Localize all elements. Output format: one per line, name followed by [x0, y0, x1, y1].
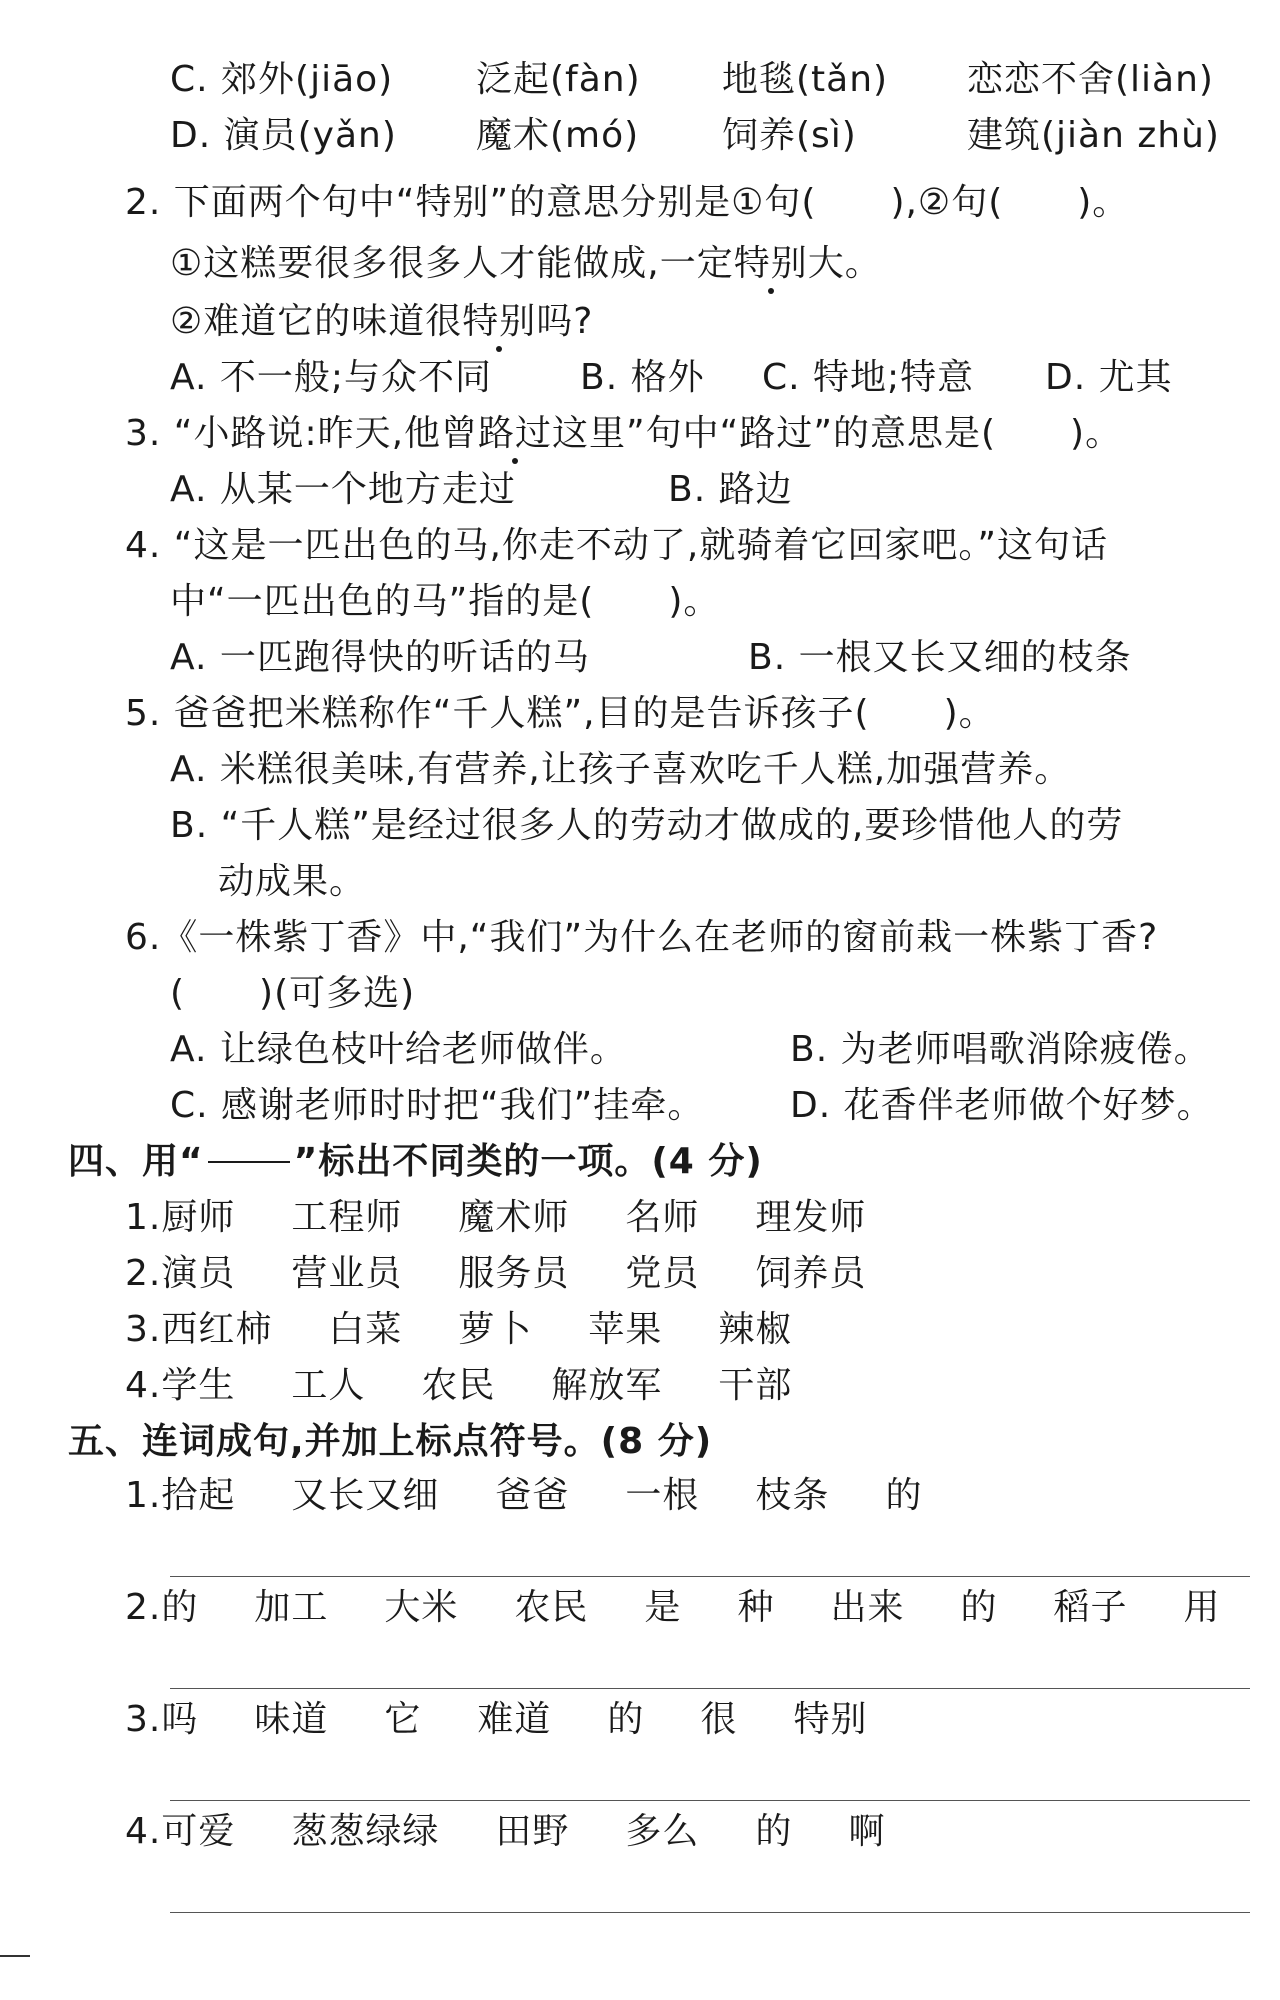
word: 可爱	[161, 1811, 236, 1852]
word: 它	[384, 1699, 422, 1740]
word: 出来	[830, 1587, 905, 1628]
word: 是	[644, 1587, 682, 1628]
answer-line-4[interactable]	[170, 1912, 1250, 1913]
q5-option-b-line-2: 动成果。	[218, 861, 367, 902]
answer-line-3[interactable]	[170, 1800, 1250, 1801]
q4-stem-line-1: 4. “这是一匹出色的马,你走不动了,就骑着它回家吧。”这句话	[125, 525, 1108, 566]
item-number: 1.	[125, 1197, 162, 1238]
q3-stem-em: 路过	[478, 413, 553, 454]
word: 拾起	[161, 1475, 236, 1516]
section-4-heading-pre: 四、用“	[68, 1141, 204, 1182]
q2-option-c: C. 特地;特意	[762, 357, 975, 398]
section-5-heading: 五、连词成句,并加上标点符号。(8 分)	[68, 1421, 713, 1462]
word: 演员	[161, 1253, 236, 1294]
word: 用	[1183, 1587, 1221, 1628]
q2-option-a: A. 不一般;与众不同	[170, 357, 493, 398]
section-4-item-4	[125, 1364, 792, 1408]
word: 一根	[625, 1475, 700, 1516]
q2-s1-em: 特别	[733, 243, 808, 284]
word: 白菜	[328, 1309, 403, 1350]
q2-option-d: D. 尤其	[1045, 357, 1173, 398]
section-5-item-3	[125, 1698, 867, 1742]
q1-option-c-word-3: 地毯(tǎn)	[722, 59, 889, 100]
q2-sentence-1	[170, 242, 882, 286]
q5-option-b-line-1: B. “千人糕”是经过很多人的劳动才做成的,要珍惜他人的劳	[170, 805, 1124, 846]
word: 干部	[718, 1365, 793, 1406]
q2-s1-pre: ①这糕要很多很多人才能做成,一定	[170, 243, 734, 284]
item-number: 2.	[125, 1253, 162, 1294]
word: 大米	[384, 1587, 459, 1628]
word: 又长又细	[291, 1475, 440, 1516]
word: 种	[737, 1587, 775, 1628]
section-4-item-2	[125, 1252, 866, 1296]
answer-line-1[interactable]	[170, 1576, 1250, 1577]
word: 理发师	[755, 1197, 867, 1238]
word: 营业员	[291, 1253, 403, 1294]
word: 辣椒	[718, 1309, 793, 1350]
q3-stem-post: 这里”句中“路过”的意思是( )。	[552, 413, 1123, 454]
q5-stem: 5. 爸爸把米糕称作“千人糕”,目的是告诉孩子( )。	[125, 693, 996, 734]
q1-option-c-word-4: 恋恋不舍(liàn)	[967, 59, 1214, 100]
section-4-item-1	[125, 1196, 866, 1240]
q2-s2-em: 特别	[462, 301, 537, 342]
q3-option-b: B. 路边	[668, 469, 793, 510]
answer-line-2[interactable]	[170, 1688, 1250, 1689]
word: 解放军	[551, 1365, 663, 1406]
q1-option-d-word-4: 建筑(jiàn zhù)	[967, 115, 1220, 156]
q3-stem-pre: 3. “小路说:昨天,他曾	[125, 413, 479, 454]
word: 工人	[291, 1365, 366, 1406]
q6-option-a: A. 让绿色枝叶给老师做伴。	[170, 1029, 627, 1070]
word: 饲养员	[755, 1253, 867, 1294]
q2-s1-post: 大。	[807, 243, 882, 284]
word: 味道	[254, 1699, 329, 1740]
word: 党员	[625, 1253, 700, 1294]
q2-stem-pre: 2. 下面两个句中“	[125, 182, 416, 223]
q3-option-a: A. 从某一个地方走过	[170, 469, 516, 510]
section-4-heading	[68, 1140, 763, 1184]
word: 爸爸	[495, 1475, 570, 1516]
word: 的	[755, 1811, 793, 1852]
q4-option-b: B. 一根又长又细的枝条	[748, 637, 1132, 678]
word: 的	[960, 1587, 998, 1628]
q2-stem	[125, 181, 1129, 225]
q4-stem-line-2: 中“一匹出色的马”指的是( )。	[170, 581, 721, 622]
q6-stem: 6.《一株紫丁香》中,“我们”为什么在老师的窗前栽一株紫丁香?	[125, 917, 1159, 958]
q6-option-d: D. 花香伴老师做个好梦。	[790, 1085, 1214, 1126]
section-5-item-2	[125, 1586, 1221, 1630]
word: 田野	[495, 1811, 570, 1852]
word: 吗	[161, 1699, 199, 1740]
word: 稻子	[1053, 1587, 1128, 1628]
section-5-item-4	[125, 1810, 885, 1854]
q6-option-b: B. 为老师唱歌消除疲倦。	[790, 1029, 1211, 1070]
q4-option-a: A. 一匹跑得快的听话的马	[170, 637, 590, 678]
word: 厨师	[161, 1197, 236, 1238]
q1-option-c-word-1: C. 郊外(jiāo)	[170, 59, 394, 100]
q2-stem-post: ”的意思分别是①句( ),②句( )。	[489, 182, 1130, 223]
word: 工程师	[291, 1197, 403, 1238]
q1-option-c-word-2: 泛起(fàn)	[476, 59, 641, 100]
word: 农民	[421, 1365, 496, 1406]
word: 名师	[625, 1197, 700, 1238]
section-5-item-1	[125, 1474, 922, 1518]
item-number: 2.	[125, 1587, 162, 1628]
word: 葱葱绿绿	[291, 1811, 440, 1852]
word: 的	[607, 1699, 645, 1740]
item-number: 4.	[125, 1365, 162, 1406]
word: 萝卜	[458, 1309, 533, 1350]
word: 农民	[514, 1587, 589, 1628]
word: 难道	[477, 1699, 552, 1740]
q5-option-a: A. 米糕很美味,有营养,让孩子喜欢吃千人糕,加强营养。	[170, 749, 1072, 790]
q1-option-d-word-2: 魔术(mó)	[476, 115, 640, 156]
q2-s2-post: 吗?	[536, 301, 594, 342]
word: 学生	[161, 1365, 236, 1406]
q6-option-c: C. 感谢老师时时把“我们”挂牵。	[170, 1085, 705, 1126]
section-4-item-3	[125, 1308, 792, 1352]
q2-sentence-2	[170, 300, 593, 344]
word: 枝条	[755, 1475, 830, 1516]
underline-mark-blank	[208, 1161, 290, 1163]
word: 加工	[254, 1587, 329, 1628]
section-4-heading-post: ”标出不同类的一项。(4 分)	[293, 1141, 763, 1182]
word: 多么	[625, 1811, 700, 1852]
word: 的	[161, 1587, 199, 1628]
q1-option-d-word-1: D. 演员(yǎn)	[170, 115, 397, 156]
item-number: 4.	[125, 1811, 162, 1852]
word: 苹果	[588, 1309, 663, 1350]
word: 西红柿	[161, 1309, 273, 1350]
item-number: 3.	[125, 1699, 162, 1740]
word: 很	[700, 1699, 738, 1740]
q1-option-d-word-3: 饲养(sì)	[722, 115, 857, 156]
word: 啊	[848, 1811, 886, 1852]
item-number: 3.	[125, 1309, 162, 1350]
page-edge-mark	[0, 1955, 30, 1957]
item-number: 1.	[125, 1475, 162, 1516]
q3-stem	[125, 412, 1122, 456]
q2-option-b: B. 格外	[580, 357, 705, 398]
word: 特别	[793, 1699, 868, 1740]
word: 服务员	[458, 1253, 570, 1294]
q2-stem-em: 特别	[415, 182, 490, 223]
word: 的	[885, 1475, 923, 1516]
word: 魔术师	[458, 1197, 570, 1238]
q6-stem-2: ( )(可多选)	[170, 973, 416, 1014]
q2-s2-pre: ②难道它的味道很	[170, 301, 463, 342]
